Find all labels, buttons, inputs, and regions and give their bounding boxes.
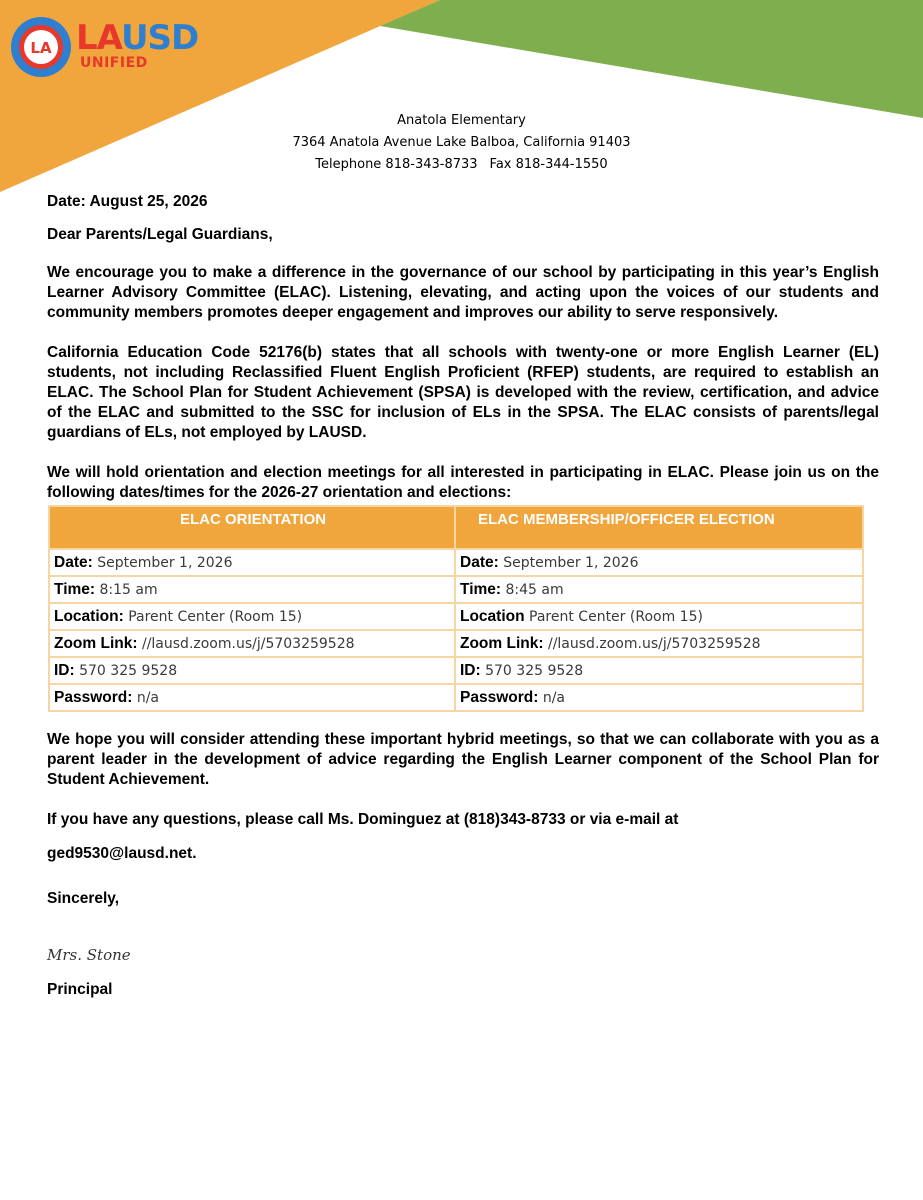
election-id-cell: ID: 570 325 9528 [455, 657, 863, 684]
school-fax: Fax 818-344-1550 [489, 157, 608, 172]
principal-signature: Mrs. Stone [47, 946, 131, 964]
logo-wordmark: LAUSD [76, 18, 199, 58]
table-row [49, 657, 863, 684]
meeting-schedule-table [48, 505, 864, 712]
orientation-date-cell: Date: September 1, 2026 [49, 549, 455, 576]
lausd-logo [10, 16, 240, 78]
letter-paragraph-3: We will hold orientation and election meetings for all interested in participating in ELAC. Please join us on the following dates/times for the 2026-27 orientation and elections: [47, 464, 879, 501]
table-row [49, 684, 863, 711]
letter-paragraph-1: We encourage you to make a difference in the governance of our school by participating in this year’s English Learner Advisory Committee (ELAC). Listening, elevating, and acting upon the voices of our students and community members promotes deeper engagement and improves our ability to serve responsively. [47, 264, 879, 321]
green-banner-shape [380, 0, 923, 118]
orientation-id-cell: ID: 570 325 9528 [49, 657, 455, 684]
school-telephone: Telephone 818-343-8733 [315, 157, 478, 172]
election-zoom-link[interactable]: //lausd.zoom.us/j/5703259528 [543, 635, 761, 652]
election-location-cell: Location Parent Center (Room 15) [455, 603, 863, 630]
orientation-location-cell: Location: Parent Center (Room 15) [49, 603, 455, 630]
orientation-zoom-cell: Zoom Link: //lausd.zoom.us/j/5703259528 [49, 630, 455, 657]
school-name: Anatola Elementary [397, 113, 526, 128]
header-orientation: ELAC ORIENTATION [49, 506, 455, 549]
table-row [49, 630, 863, 657]
orientation-time-cell: Time: 8:15 am [49, 576, 455, 603]
lausd-seal-icon [10, 16, 72, 78]
letter-body [47, 192, 879, 1000]
school-address: 7364 Anatola Avenue Lake Balboa, California 91403 [292, 135, 631, 150]
table-row [49, 576, 863, 603]
table-header-row [49, 506, 863, 549]
signer-title: Principal [47, 981, 113, 998]
orientation-password-cell: Password: n/a [49, 684, 455, 711]
header-election: ELAC MEMBERSHIP/OFFICER ELECTION [455, 506, 863, 549]
election-time-cell: Time: 8:45 am [455, 576, 863, 603]
school-info [0, 110, 923, 176]
table-row [49, 603, 863, 630]
svg-text:LA: LA [30, 39, 52, 57]
school-contact [0, 154, 923, 176]
contact-email-link[interactable]: ged9530@lausd.net. [47, 845, 197, 862]
letter-date: Date: August 25, 2026 [47, 193, 208, 210]
table-row [49, 549, 863, 576]
letter-closing: Sincerely, [47, 890, 120, 907]
election-password-cell: Password: n/a [455, 684, 863, 711]
letter-salutation: Dear Parents/Legal Guardians, [47, 226, 273, 243]
orientation-zoom-link[interactable]: //lausd.zoom.us/j/5703259528 [137, 635, 355, 652]
logo-subtitle: UNIFIED [80, 55, 148, 71]
letter-paragraph-4: We hope you will consider attending these important hybrid meetings, so that we can collaborate with you as a parent leader in the development of advice regarding the English Learner component of the School Plan for Student Achievement. [47, 731, 879, 788]
letter-paragraph-5: If you have any questions, please call Ms. Dominguez at (818)343-8733 or via e-mail at [47, 811, 679, 828]
election-date-cell: Date: September 1, 2026 [455, 549, 863, 576]
letter-paragraph-2: California Education Code 52176(b) states that all schools with twenty-one or more English Learner (EL) students, not including Reclassified Fluent English Proficient (RFEP) students, are required to establish an ELAC. The School Plan for Student Achievement (SPSA) is developed with the review, certification, and advice of the ELAC and submitted to the SSC for inclusion of ELs in the SPSA. The ELAC consists of parents/legal guardians of ELs, not employed by LAUSD. [47, 344, 879, 441]
election-zoom-cell: Zoom Link: //lausd.zoom.us/j/5703259528 [455, 630, 863, 657]
